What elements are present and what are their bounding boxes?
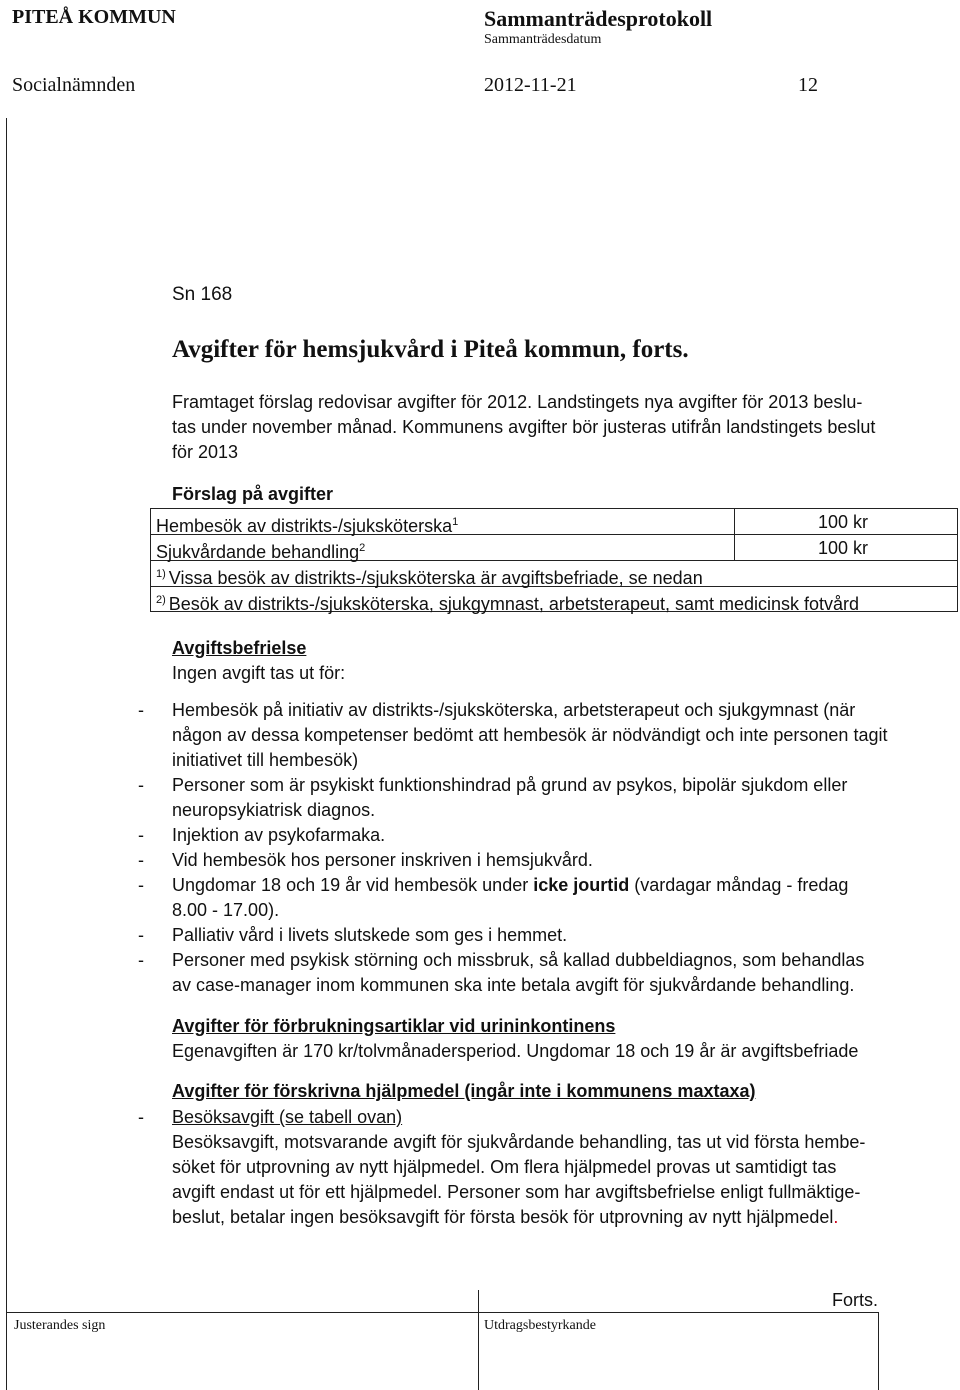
footnote-1 xyxy=(156,562,703,590)
list-dash: - xyxy=(138,775,144,795)
youth-text-pre: Ungdomar 18 och 19 år vid hembesök under xyxy=(172,875,534,895)
red-period: . xyxy=(833,1207,839,1227)
page-number: 12 xyxy=(798,74,818,96)
consumables-heading: Avgifter för förbrukningsartiklar vid urininkontinens xyxy=(172,1016,616,1036)
footnote-1-text: Vissa besök av distrikts-/sjuksköterska är avgiftsbefriade, se nedan xyxy=(168,568,703,588)
list-item-line: Palliativ vård i livets slutskede som ges i hemmet. xyxy=(172,925,568,945)
footer-divider xyxy=(478,1290,479,1390)
footer-right-rule xyxy=(878,1312,879,1390)
fee-label: Sjukvårdande behandling xyxy=(156,542,360,562)
intro-line-2: tas under november månad. Kommunens avgifter bör justeras utifrån landstingets beslut xyxy=(172,417,876,437)
list-item-line: Vid hembesök hos personer inskriven i hemsjukvård. xyxy=(172,850,593,870)
list-item-line: Personer som är psykiskt funktionshindrad på grund av psykos, bipolär sjukdom eller xyxy=(172,775,848,795)
list-item-line: initiativet till hembesök) xyxy=(172,750,359,770)
list-item-line: neuropsykiatrisk diagnos. xyxy=(172,800,376,820)
exemption-lead: Ingen avgift tas ut för: xyxy=(172,663,346,683)
intro-paragraph xyxy=(172,390,932,465)
list-item-line: Hembesök på initiativ av distrikts-/sjuksköterska, arbetsterapeut och sjukgymnast (när xyxy=(172,700,856,720)
fees-heading: Förslag på avgifter xyxy=(172,484,334,504)
aids-line: söket för utprovning av nytt hjälpmedel. Om flera hjälpmedel provas ut samtidigt tas xyxy=(172,1157,837,1177)
section-number: Sn 168 xyxy=(172,284,233,305)
fee-label: Hembesök av distrikts-/sjuksköterska xyxy=(156,516,453,536)
table-border-left xyxy=(150,508,151,612)
list-item xyxy=(130,1105,930,1230)
footer-top-rule xyxy=(6,1312,879,1313)
fee-note: 2 xyxy=(359,542,366,554)
fee-note: 1 xyxy=(452,516,459,528)
organization-name: PITEÅ KOMMUN xyxy=(12,6,176,28)
list-dash: - xyxy=(138,1107,144,1127)
intro-line-1: Framtaget förslag redovisar avgifter för 2012. Landstingets nya avgifter för 2013 beslu- xyxy=(172,392,863,412)
fee-amount: 100 kr xyxy=(818,512,869,532)
list-item xyxy=(130,923,930,948)
left-margin-rule xyxy=(6,118,7,1390)
aids-line xyxy=(172,1205,930,1230)
meeting-date: 2012-11-21 xyxy=(484,74,577,96)
list-dash: - xyxy=(138,700,144,720)
fee-amount: 100 kr xyxy=(818,538,869,558)
footnote-2 xyxy=(156,588,859,616)
table-border-top xyxy=(150,508,958,509)
consumables-section xyxy=(172,1014,932,1064)
list-item xyxy=(130,773,930,823)
list-dash: - xyxy=(138,850,144,870)
table-border-right xyxy=(957,508,958,612)
list-dash: - xyxy=(138,875,144,895)
signature-label: Justerandes sign xyxy=(14,1318,106,1333)
list-item xyxy=(130,848,930,873)
aids-heading: Avgifter för förskrivna hjälpmedel (ingår inte i kommunens maxtaxa) xyxy=(172,1081,756,1101)
list-item xyxy=(130,698,930,773)
exemption-heading: Avgiftsbefrielse xyxy=(172,638,307,658)
list-item xyxy=(130,873,930,923)
list-item-line: 8.00 - 17.00). xyxy=(172,900,280,920)
list-item-line xyxy=(172,873,930,898)
continued-label: Forts. xyxy=(832,1290,879,1310)
list-item-line: någon av dessa kompetenser bedömt att hembesök är nödvändigt och inte personen tagit xyxy=(172,725,888,745)
committee-name: Socialnämnden xyxy=(12,74,136,96)
table-row xyxy=(156,510,458,538)
exemption-list xyxy=(130,698,930,998)
excerpt-label: Utdragsbestyrkande xyxy=(484,1318,596,1333)
youth-text-bold: icke jourtid xyxy=(533,875,630,895)
footnote-2-mark: 2) xyxy=(156,594,166,606)
aids-line: Besöksavgift, motsvarande avgift för sjukvårdande behandling, tas ut vid första hembe- xyxy=(172,1132,866,1152)
list-dash: - xyxy=(138,950,144,970)
list-item xyxy=(130,948,930,998)
fee-table xyxy=(150,508,958,612)
aids-line: avgift endast ut för ett hjälpmedel. Personer som har avgiftsbefrielse enligt fullmäktige- xyxy=(172,1182,861,1202)
aids-list xyxy=(130,1105,930,1230)
list-item-line: Injektion av psykofarmaka. xyxy=(172,825,386,845)
table-column-divider xyxy=(734,508,735,560)
list-item-line: Personer med psykisk störning och missbruk, så kallad dubbeldiagnos, som behandlas xyxy=(172,950,865,970)
footnote-1-mark: 1) xyxy=(156,568,166,580)
aids-sub-heading: Besöksavgift (se tabell ovan) xyxy=(172,1107,403,1127)
aids-last-line: beslut, betalar ingen besöksavgift för första besök för utprovning av nytt hjälpmedel xyxy=(172,1207,834,1227)
consumables-text: Egenavgiften är 170 kr/tolvmånadersperiod. Ungdomar 18 och 19 år är avgiftsbefriade xyxy=(172,1041,859,1061)
list-item-line: av case-manager inom kommunen ska inte betala avgift för sjukvårdande behandling. xyxy=(172,975,855,995)
footnote-2-text: Besök av distrikts-/sjuksköterska, sjukgymnast, arbetsterapeut, samt medicinsk fotvård xyxy=(168,594,860,614)
intro-line-3: för 2013 xyxy=(172,442,239,462)
table-row xyxy=(156,536,365,564)
date-label: Sammanträdesdatum xyxy=(484,32,602,47)
list-item xyxy=(130,823,930,848)
list-dash: - xyxy=(138,925,144,945)
youth-text-post: (vardagar måndag - fredag xyxy=(629,875,849,895)
document-type: Sammanträdesprotokoll xyxy=(484,6,713,31)
list-dash: - xyxy=(138,825,144,845)
page-title: Avgifter för hemsjukvård i Piteå kommun, forts. xyxy=(172,336,689,363)
